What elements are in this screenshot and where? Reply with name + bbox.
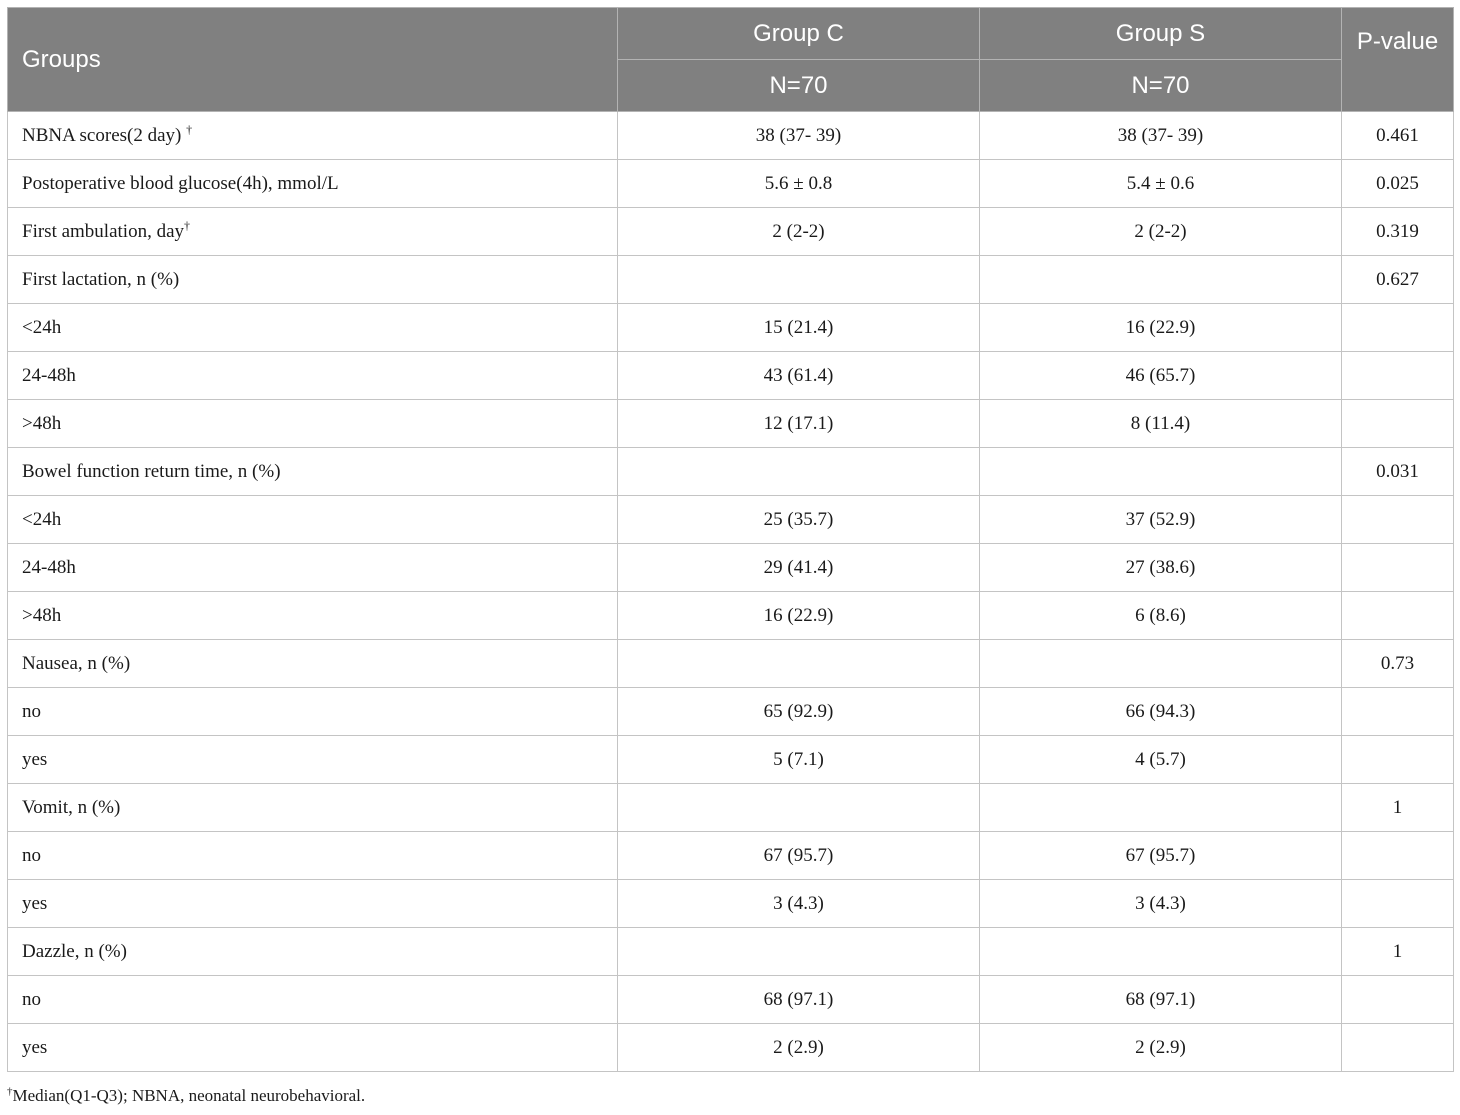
- table-row: [8, 688, 1454, 736]
- table-row: [8, 736, 1454, 784]
- row-label-cell: [8, 592, 618, 640]
- group-c-n: N=70: [618, 60, 980, 112]
- table-row: [8, 832, 1454, 880]
- group-s-value: 4 (5.7): [980, 736, 1342, 784]
- p-value: [1342, 688, 1454, 736]
- row-label: Dazzle, n (%): [22, 940, 127, 962]
- row-label: no: [22, 988, 41, 1010]
- group-c-value: [618, 256, 980, 304]
- groups-header: Groups: [8, 8, 618, 112]
- row-label: yes: [22, 892, 48, 914]
- group-s-value: 27 (38.6): [980, 544, 1342, 592]
- group-s-value: 66 (94.3): [980, 688, 1342, 736]
- group-c-value: [618, 928, 980, 976]
- table-row: [8, 592, 1454, 640]
- table-row: [8, 784, 1454, 832]
- row-label-cell: [8, 928, 618, 976]
- row-label-cell: [8, 160, 618, 208]
- table-row: [8, 352, 1454, 400]
- table-row: [8, 112, 1454, 160]
- row-label-cell: [8, 256, 618, 304]
- group-s-value: 8 (11.4): [980, 400, 1342, 448]
- row-label: First ambulation, day: [22, 220, 185, 242]
- table-row: [8, 448, 1454, 496]
- row-label-cell: [8, 688, 618, 736]
- row-label: yes: [22, 1036, 48, 1058]
- table-row: [8, 880, 1454, 928]
- group-c-value: 2 (2.9): [618, 1024, 980, 1072]
- p-value: [1342, 400, 1454, 448]
- p-value: [1342, 1024, 1454, 1072]
- p-value: 0.461: [1342, 112, 1454, 160]
- row-label-cell: [8, 496, 618, 544]
- p-value: [1342, 544, 1454, 592]
- table-row: [8, 208, 1454, 256]
- table-footnote: [7, 1086, 365, 1106]
- table-row: [8, 976, 1454, 1024]
- group-c-value: [618, 448, 980, 496]
- row-label: 24-48h: [22, 364, 76, 386]
- row-label-cell: [8, 352, 618, 400]
- group-s-value: [980, 256, 1342, 304]
- p-value: [1342, 592, 1454, 640]
- group-s-value: 46 (65.7): [980, 352, 1342, 400]
- row-label-cell: [8, 400, 618, 448]
- row-label: no: [22, 844, 41, 866]
- header-row: [8, 8, 1454, 60]
- row-label: First lactation, n (%): [22, 268, 180, 290]
- row-label-cell: [8, 112, 618, 160]
- table-header: [8, 8, 1454, 112]
- row-label-cell: [8, 1024, 618, 1072]
- table-row: [8, 1024, 1454, 1072]
- row-label: Vomit, n (%): [22, 796, 121, 818]
- group-c-value: 29 (41.4): [618, 544, 980, 592]
- p-value: 0.627: [1342, 256, 1454, 304]
- p-value: [1342, 736, 1454, 784]
- row-label-cell: [8, 976, 618, 1024]
- group-c-value: [618, 640, 980, 688]
- group-c-value: 15 (21.4): [618, 304, 980, 352]
- p-value: 0.025: [1342, 160, 1454, 208]
- results-table-container: [7, 7, 1453, 1072]
- row-label: 24-48h: [22, 556, 76, 578]
- table-body: [8, 112, 1454, 1072]
- row-label-cell: [8, 640, 618, 688]
- row-label-cell: [8, 880, 618, 928]
- row-label: Postoperative blood glucose(4h), mmol/L: [22, 172, 339, 194]
- p-value: [1342, 880, 1454, 928]
- table-row: [8, 400, 1454, 448]
- p-value: 0.319: [1342, 208, 1454, 256]
- row-label-cell: [8, 544, 618, 592]
- p-value: [1342, 832, 1454, 880]
- group-s-value: 2 (2-2): [980, 208, 1342, 256]
- group-c-value: 5 (7.1): [618, 736, 980, 784]
- group-c-value: 65 (92.9): [618, 688, 980, 736]
- group-c-value: 67 (95.7): [618, 832, 980, 880]
- group-s-value: 68 (97.1): [980, 976, 1342, 1024]
- group-c-value: 12 (17.1): [618, 400, 980, 448]
- row-label-cell: [8, 448, 618, 496]
- group-s-value: [980, 448, 1342, 496]
- group-s-value: 3 (4.3): [980, 880, 1342, 928]
- row-label: >48h: [22, 412, 62, 434]
- results-table: [7, 7, 1454, 1072]
- footnote-text: Median(Q1-Q3); NBNA, neonatal neurobehavioral.: [12, 1086, 366, 1105]
- p-value: 1: [1342, 928, 1454, 976]
- row-label-cell: [8, 736, 618, 784]
- group-c-value: [618, 784, 980, 832]
- row-label: Bowel function return time, n (%): [22, 460, 281, 482]
- group-s-value: 6 (8.6): [980, 592, 1342, 640]
- row-label: <24h: [22, 508, 62, 530]
- group-c-value: 16 (22.9): [618, 592, 980, 640]
- group-c-value: 68 (97.1): [618, 976, 980, 1024]
- group-s-value: 2 (2.9): [980, 1024, 1342, 1072]
- p-value: [1342, 352, 1454, 400]
- table-row: [8, 256, 1454, 304]
- group-s-value: 37 (52.9): [980, 496, 1342, 544]
- group-s-header: Group S: [980, 8, 1342, 60]
- row-label-cell: [8, 832, 618, 880]
- table-row: [8, 544, 1454, 592]
- p-value: 0.031: [1342, 448, 1454, 496]
- row-label: >48h: [22, 604, 62, 626]
- group-s-value: [980, 928, 1342, 976]
- group-s-value: 16 (22.9): [980, 304, 1342, 352]
- table-row: [8, 160, 1454, 208]
- p-value: [1342, 496, 1454, 544]
- group-s-value: 38 (37- 39): [980, 112, 1342, 160]
- table-row: [8, 640, 1454, 688]
- row-label: <24h: [22, 316, 62, 338]
- row-label-cell: [8, 208, 618, 256]
- group-s-value: [980, 784, 1342, 832]
- group-c-header: Group C: [618, 8, 980, 60]
- group-c-value: 2 (2-2): [618, 208, 980, 256]
- dagger-mark: †: [186, 122, 193, 137]
- row-label: no: [22, 700, 41, 722]
- p-value: 0.73: [1342, 640, 1454, 688]
- group-s-value: [980, 640, 1342, 688]
- pvalue-header: P-value: [1342, 8, 1454, 112]
- row-label-cell: [8, 784, 618, 832]
- table-row: [8, 304, 1454, 352]
- table-row: [8, 496, 1454, 544]
- p-value: [1342, 976, 1454, 1024]
- group-s-value: 5.4 ± 0.6: [980, 160, 1342, 208]
- row-label-cell: [8, 304, 618, 352]
- dagger-mark: †: [184, 218, 191, 233]
- group-s-value: 67 (95.7): [980, 832, 1342, 880]
- footnote-mark: †: [7, 1085, 13, 1098]
- p-value: [1342, 304, 1454, 352]
- group-c-value: 25 (35.7): [618, 496, 980, 544]
- table-row: [8, 928, 1454, 976]
- group-c-value: 38 (37- 39): [618, 112, 980, 160]
- group-c-value: 5.6 ± 0.8: [618, 160, 980, 208]
- row-label: yes: [22, 748, 48, 770]
- group-c-value: 43 (61.4): [618, 352, 980, 400]
- row-label: Nausea, n (%): [22, 652, 131, 674]
- group-c-value: 3 (4.3): [618, 880, 980, 928]
- row-label: NBNA scores(2 day): [22, 124, 187, 146]
- p-value: 1: [1342, 784, 1454, 832]
- group-s-n: N=70: [980, 60, 1342, 112]
